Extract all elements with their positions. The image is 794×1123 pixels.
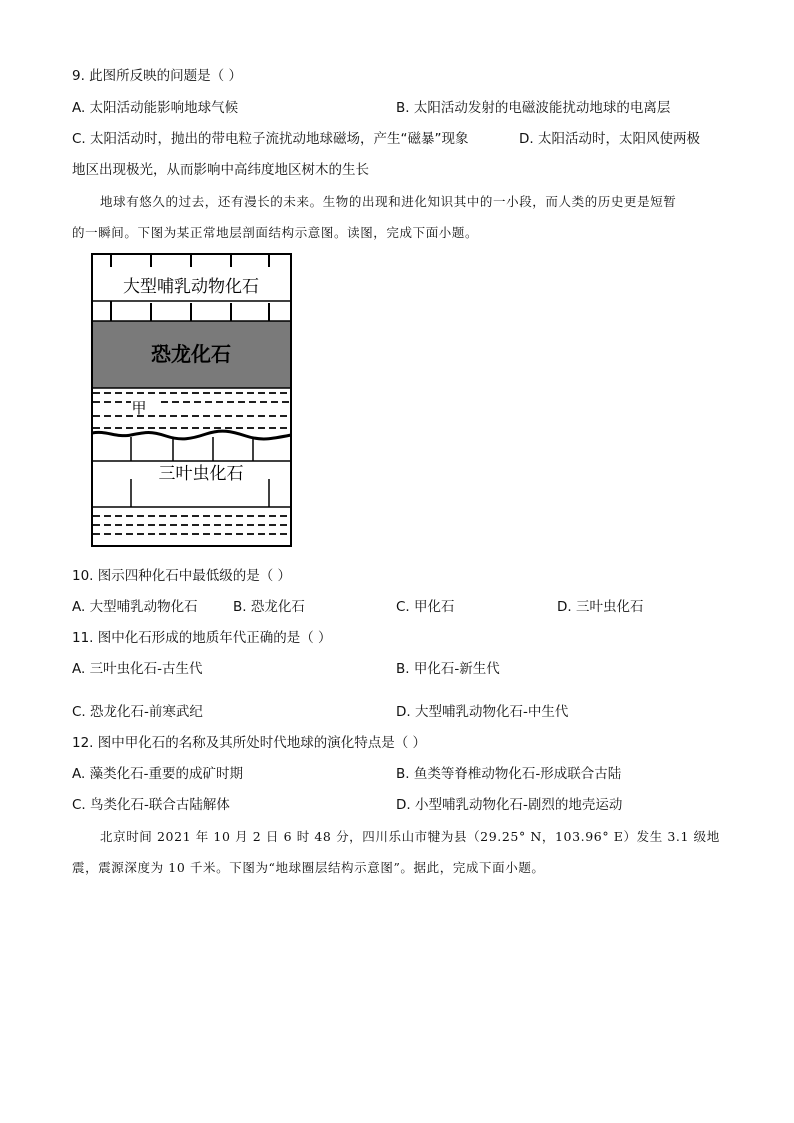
layer-trilobite-label: 三叶虫化石 — [158, 464, 244, 484]
layer-jia-label: 甲 — [131, 399, 147, 417]
q10-stem: 10. 图示四种化石中最低级的是（ ） — [72, 568, 292, 584]
layer-trilobite — [92, 437, 291, 507]
q11-option-a: A. 三叶虫化石-古生代 — [72, 661, 203, 677]
q12-stem: 12. 图中甲化石的名称及其所处时代地球的演化特点是（ ） — [72, 735, 427, 751]
q10-option-a: A. 大型哺乳动物化石 — [72, 599, 198, 615]
layer-mammal-label: 大型哺乳动物化石 — [123, 277, 259, 297]
q11-option-b: B. 甲化石-新生代 — [396, 661, 500, 677]
passage2-line2: 震，震源深度为 10 千米。下图为“地球圈层结构示意图”。据此，完成下面小题。 — [72, 860, 545, 875]
q9-option-d-cont: 地区出现极光，从而影响中高纬度地区树木的生长 — [72, 162, 369, 178]
q11-option-c: C. 恐龙化石-前寒武纪 — [72, 704, 203, 720]
q11-option-d: D. 大型哺乳动物化石-中生代 — [396, 704, 569, 720]
strata-frame — [92, 254, 291, 546]
passage2-line1: 北京时间 2021 年 10 月 2 日 6 时 48 分，四川乐山市犍为县（29.25° N，103.96° E）发生 3.1 级地 — [100, 829, 720, 844]
q9-option-c: C. 太阳活动时，抛出的带电粒子流扰动地球磁场，产生“磁暴”现象 — [72, 131, 469, 147]
passage1-line1: 地球有悠久的过去，还有漫长的未来。生物的出现和进化知识其中的一小段，而人类的历史更是短暂 — [100, 194, 677, 209]
q12-option-c: C. 鸟类化石-联合古陆解体 — [72, 797, 230, 813]
q11-stem: 11. 图中化石形成的地质年代正确的是（ ） — [72, 630, 332, 646]
q9-option-a: A. 太阳活动能影响地球气候 — [72, 100, 239, 116]
q9-option-d: D. 太阳活动时，太阳风使两极 — [519, 131, 700, 147]
layer-mammal — [92, 254, 291, 321]
q9-stem: 9. 此图所反映的问题是（ ） — [72, 68, 242, 84]
q12-option-d: D. 小型哺乳动物化石-剧烈的地壳运动 — [396, 797, 623, 813]
layer-bottom — [93, 516, 290, 534]
unconformity-line — [92, 431, 291, 439]
layer-jia — [93, 393, 290, 428]
layer-dinosaur-label: 恐龙化石 — [151, 342, 231, 366]
q12-option-a: A. 藻类化石-重要的成矿时期 — [72, 766, 243, 782]
q10-option-c: C. 甲化石 — [396, 599, 455, 615]
q10-option-d: D. 三叶虫化石 — [557, 599, 644, 615]
strata-diagram — [91, 253, 292, 547]
q10-option-b: B. 恐龙化石 — [233, 599, 305, 615]
layer-dinosaur — [92, 321, 291, 388]
q9-option-b: B. 太阳活动发射的电磁波能扰动地球的电离层 — [396, 100, 671, 116]
passage1-line2: 的一瞬间。下图为某正常地层剖面结构示意图。读图，完成下面小题。 — [72, 225, 479, 240]
q12-option-b: B. 鱼类等脊椎动物化石-形成联合古陆 — [396, 766, 622, 782]
